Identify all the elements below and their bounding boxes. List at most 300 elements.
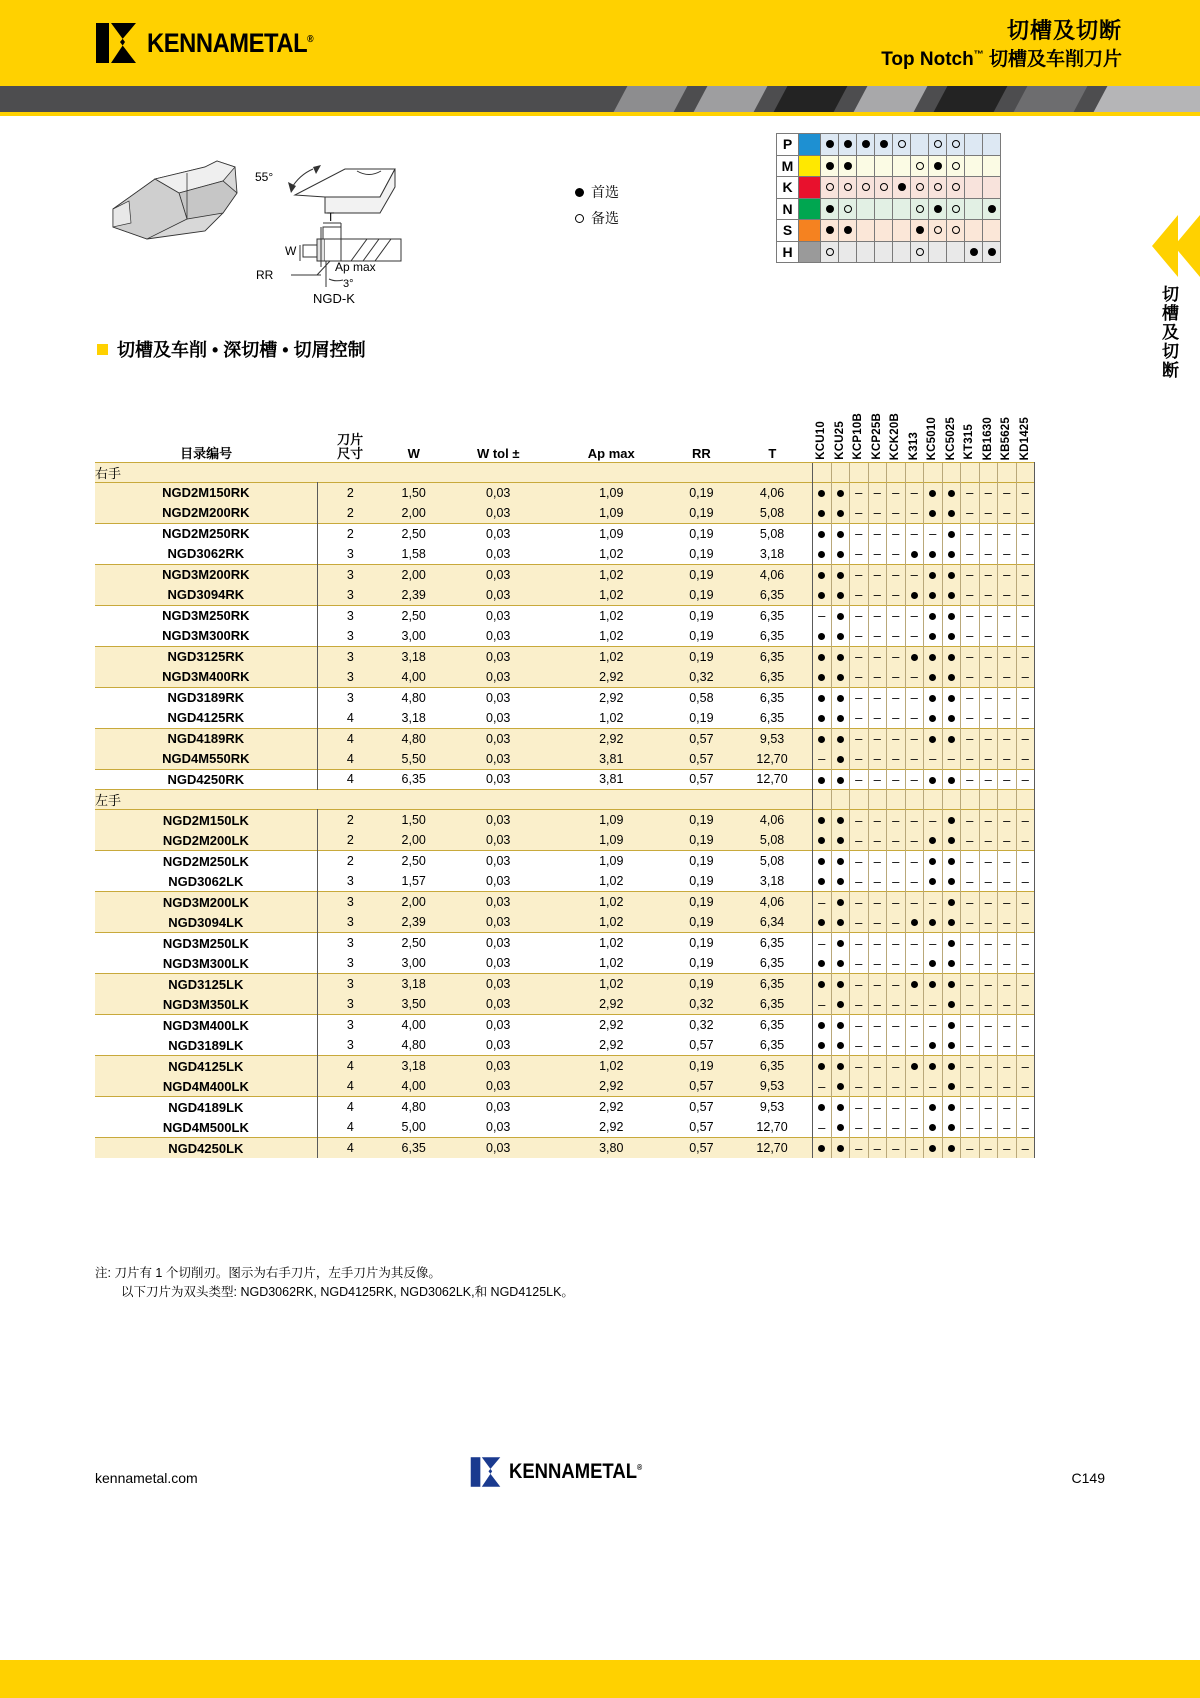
cell-ap-max: 1,02 [599, 956, 624, 970]
dash-marker: – [873, 608, 881, 623]
open-circle-icon [898, 140, 906, 148]
cell-w-tol: 0,03 [444, 810, 551, 831]
dash-marker: – [855, 1140, 863, 1156]
cell-catalog-number: NGD3M350LK [95, 994, 317, 1015]
grade-cell-KD1425 [1016, 564, 1035, 585]
table-row[interactable] [95, 687, 1035, 708]
dash-marker: – [892, 812, 900, 828]
cell-ap-max: 3,80 [552, 1138, 671, 1159]
grade-cell-KB5625 [998, 933, 1017, 954]
grade-cell-KCK20B [887, 871, 906, 892]
dash-marker: – [873, 1119, 881, 1135]
grade-cell-KCU10 [813, 974, 832, 995]
grade-cell-KCU10 [813, 1097, 832, 1118]
legend-alternate-label: 备选 [591, 209, 619, 226]
cell-t: 12,70 [756, 772, 788, 787]
dash-marker: – [1003, 526, 1011, 541]
table-row[interactable] [95, 482, 1035, 503]
dash-marker: – [855, 485, 863, 500]
cell-catalog-number: NGD2M200LK [95, 830, 317, 851]
cell-w-tol: 0,03 [444, 1056, 551, 1077]
grade-cell-KB1630 [979, 953, 998, 974]
grade-header-label: KC5025 [944, 416, 957, 460]
filled-circle-icon [948, 1145, 955, 1152]
filled-circle-icon [837, 899, 844, 906]
grade-header-KD1425 [1016, 400, 1035, 462]
grade-cell-KC5025 [942, 810, 961, 831]
filled-circle-icon [948, 1063, 955, 1070]
table-row[interactable] [95, 1076, 1035, 1097]
cell-w-tol: 0,03 [444, 974, 551, 995]
grade-header-KCU25 [831, 400, 850, 462]
grade-cell-KCK20B [887, 564, 906, 585]
iso-cell-K-0 [821, 177, 839, 199]
dash-marker: – [1021, 546, 1029, 561]
table-row[interactable] [95, 1056, 1035, 1077]
filled-circle-icon [818, 715, 825, 722]
grade-cell-spacer [905, 462, 924, 482]
cell-catalog-number: NGD3M400LK [162, 1017, 249, 1033]
cell-insert-size: 3 [317, 953, 383, 974]
grade-cell-KCU25 [831, 605, 850, 626]
table-row[interactable] [95, 728, 1035, 749]
dash-marker: – [1003, 1099, 1011, 1115]
dash-marker: – [855, 751, 863, 766]
cell-insert-size: 3 [317, 667, 383, 688]
cell-catalog-number: NGD3189RK [167, 690, 245, 705]
dash-marker: – [1021, 996, 1029, 1012]
grade-cell-KCP10B [850, 1117, 869, 1138]
table-body [95, 462, 1035, 1158]
dash-marker: – [873, 1037, 881, 1053]
cell-insert-size: 3 [317, 544, 383, 565]
grade-cell-KB1630 [979, 605, 998, 626]
grade-cell-KC5025 [942, 1076, 961, 1097]
cell-w: 3,00 [401, 628, 426, 643]
cell-ap-max: 1,02 [552, 564, 671, 585]
cell-insert-size: 3 [317, 687, 383, 708]
footer-website[interactable]: kennametal.com [95, 1470, 198, 1486]
table-row[interactable] [95, 912, 1035, 933]
grade-cell-KC5010 [924, 994, 943, 1015]
note-line-1: 注: 刀片有 1 个切削刃。图示为右手刀片，左手刀片为其反像。 [95, 1266, 441, 1280]
dash-marker: – [1003, 955, 1011, 971]
grade-cell-KD1425 [1016, 851, 1035, 872]
cell-t: 9,53 [759, 1100, 785, 1114]
grade-cell-KC5010 [924, 871, 943, 892]
iso-color-swatch-N [799, 198, 821, 220]
grade-cell-KCP25B [868, 1015, 887, 1036]
filled-circle-icon [948, 1124, 955, 1131]
filled-circle-icon [929, 1063, 936, 1070]
filled-circle-icon [837, 531, 844, 538]
grade-cell-KCK20B [887, 1015, 906, 1036]
dash-marker: – [1003, 1037, 1011, 1053]
filled-circle-icon [837, 1001, 844, 1008]
cell-w-tol: 0,03 [486, 854, 511, 868]
dash-marker: – [1003, 1119, 1011, 1135]
grade-cell-KT315 [961, 830, 980, 851]
table-row[interactable] [95, 646, 1035, 667]
grade-cell-K313 [905, 687, 924, 708]
dash-marker: – [966, 1017, 974, 1033]
grade-cell-KD1425 [1016, 892, 1035, 913]
table-row[interactable] [95, 564, 1035, 585]
cell-w: 3,50 [383, 994, 445, 1015]
dash-marker: – [873, 526, 881, 541]
cell-w: 2,00 [383, 892, 445, 913]
grade-cell-KT315 [961, 1076, 980, 1097]
grade-cell-KB5625 [998, 953, 1017, 974]
filled-circle-icon [826, 162, 834, 170]
iso-cell-M-8 [965, 155, 983, 177]
dash-marker: – [855, 1058, 863, 1074]
dash-marker: – [873, 955, 881, 971]
grade-cell-KCP10B [850, 749, 869, 770]
cell-ap-max: 1,09 [552, 810, 671, 831]
dash-marker: – [1003, 751, 1011, 766]
dash-marker: – [1003, 567, 1011, 582]
grade-cell-K313 [905, 1138, 924, 1159]
filled-circle-icon [948, 715, 955, 722]
grade-cell-KD1425 [1016, 994, 1035, 1015]
cell-rr: 0,19 [671, 646, 733, 667]
grade-cell-KD1425 [1016, 1056, 1035, 1077]
cell-rr: 0,19 [689, 854, 714, 868]
dash-marker: – [1021, 1119, 1029, 1135]
cell-w: 6,35 [401, 772, 426, 787]
grade-cell-KB5625 [998, 544, 1017, 565]
dash-marker: – [966, 1119, 974, 1135]
table-row[interactable] [95, 1138, 1035, 1159]
grade-cell-KB1630 [979, 1138, 998, 1159]
dash-marker: – [873, 976, 881, 992]
filled-circle-icon [948, 633, 955, 640]
filled-circle-icon [818, 1104, 825, 1111]
table-row[interactable] [95, 810, 1035, 831]
cell-w-tol: 0,03 [486, 874, 511, 888]
iso-cell-N-1 [839, 198, 857, 220]
grade-cell-KCP10B [850, 871, 869, 892]
iso-cell-N-6 [929, 198, 947, 220]
grade-cell-KC5010 [924, 851, 943, 872]
cell-rr: 0,57 [689, 772, 714, 787]
dash-marker: – [966, 853, 974, 869]
grade-cell-KCP25B [868, 994, 887, 1015]
filled-circle-icon [818, 981, 825, 988]
table-row[interactable] [95, 749, 1035, 770]
cell-w-tol: 0,03 [444, 830, 551, 851]
table-row[interactable] [95, 523, 1035, 544]
cell-ap-max: 2,92 [599, 1100, 624, 1114]
grade-cell-KB5625 [998, 667, 1017, 688]
grade-cell-KC5010 [924, 646, 943, 667]
cell-catalog-number: NGD3062RK [167, 546, 245, 561]
filled-circle-icon [948, 858, 955, 865]
filled-circle-icon [948, 736, 955, 743]
dash-marker: – [1021, 771, 1029, 787]
dash-marker: – [855, 873, 863, 889]
grade-cell-K313 [905, 564, 924, 585]
open-circle-icon [934, 140, 942, 148]
cell-catalog-number: NGD4250RK [167, 771, 245, 787]
dash-marker: – [1021, 526, 1029, 541]
dash-marker: – [966, 771, 974, 787]
grade-cell-K313 [905, 1117, 924, 1138]
filled-circle-icon [818, 695, 825, 702]
dash-marker: – [855, 935, 863, 951]
filled-circle-icon [929, 633, 936, 640]
label-apmax: Ap max [335, 260, 376, 274]
grade-cell-KCU10 [813, 994, 832, 1015]
iso-cell-M-7 [947, 155, 965, 177]
grade-cell-KC5025 [942, 912, 961, 933]
iso-cell-K-3 [875, 177, 893, 199]
grade-cell-KC5025 [942, 605, 961, 626]
iso-cell-H-3 [875, 241, 893, 263]
cell-t: 5,08 [732, 503, 812, 524]
grade-cell-KCU10 [813, 810, 832, 831]
cell-insert-size: 4 [317, 1138, 383, 1159]
grade-cell-spacer [1016, 790, 1035, 810]
grade-cell-KCU25 [831, 708, 850, 729]
grade-cell-KB1630 [979, 749, 998, 770]
table-row[interactable] [95, 994, 1035, 1015]
cell-insert-size: 3 [317, 974, 383, 995]
table-row[interactable] [95, 1097, 1035, 1118]
footer-page-number: C149 [1071, 1470, 1105, 1486]
grade-cell-KC5025 [942, 585, 961, 606]
grade-cell-KT315 [961, 994, 980, 1015]
filled-circle-icon [837, 674, 844, 681]
grade-cell-K313 [905, 1097, 924, 1118]
table-row[interactable] [95, 769, 1035, 790]
iso-cell-K-9 [983, 177, 1001, 199]
grade-cell-KB5625 [998, 585, 1017, 606]
grade-cell-KC5025 [942, 851, 961, 872]
cell-catalog-number: NGD4250LK [95, 1138, 317, 1159]
grade-cell-KC5025 [942, 1097, 961, 1118]
filled-circle-icon [934, 162, 942, 170]
dash-marker: – [966, 628, 974, 643]
cell-ap-max: 1,02 [599, 628, 624, 643]
cell-w-tol: 0,03 [444, 1138, 551, 1159]
grade-cell-KCK20B [887, 830, 906, 851]
filled-circle-icon [837, 960, 844, 967]
cell-catalog-number: NGD4M400LK [95, 1076, 317, 1097]
grade-header-label: K313 [907, 431, 920, 460]
filled-circle-icon [818, 572, 825, 579]
table-section-header [95, 790, 1035, 810]
grade-cell-KC5025 [942, 749, 961, 770]
dash-marker: – [855, 649, 863, 664]
grade-cell-KC5010 [924, 667, 943, 688]
grade-cell-KCU10 [813, 749, 832, 770]
grade-cell-spacer [979, 790, 998, 810]
cell-insert-size: 2 [317, 503, 383, 524]
grade-cell-KC5010 [924, 1117, 943, 1138]
grade-cell-KCK20B [887, 708, 906, 729]
dash-marker: – [873, 873, 881, 889]
grade-cell-KB5625 [998, 994, 1017, 1015]
table-row[interactable] [95, 1117, 1035, 1138]
dash-marker: – [855, 710, 863, 725]
dash-marker: – [966, 996, 974, 1012]
grade-cell-KB1630 [979, 974, 998, 995]
dash-marker: – [892, 976, 900, 992]
table-row[interactable] [95, 933, 1035, 954]
table-row[interactable] [95, 708, 1035, 729]
table-row[interactable] [95, 605, 1035, 626]
grade-cell-KCP10B [850, 1138, 869, 1159]
dash-marker: – [984, 751, 992, 766]
grade-cell-K313 [905, 1056, 924, 1077]
grade-cell-KB5625 [998, 974, 1017, 995]
dash-marker: – [892, 567, 900, 582]
dash-marker: – [984, 853, 992, 869]
grade-cell-KCK20B [887, 810, 906, 831]
grade-cell-KCP10B [850, 810, 869, 831]
cell-t: 6,35 [732, 974, 812, 995]
cell-rr: 0,19 [671, 1056, 733, 1077]
dash-marker: – [1003, 690, 1011, 705]
dash-marker: – [818, 751, 826, 766]
cell-t: 6,35 [732, 667, 812, 688]
cell-ap-max: 2,92 [552, 667, 671, 688]
dash-marker: – [984, 1099, 992, 1115]
iso-cell-P-5 [911, 134, 929, 156]
table-row[interactable] [95, 503, 1035, 524]
table-row[interactable] [95, 830, 1035, 851]
dash-marker: – [984, 628, 992, 643]
cell-w: 2,00 [383, 564, 445, 585]
cell-ap-max: 2,92 [599, 690, 624, 705]
dash-marker: – [892, 526, 900, 541]
grade-cell-KT315 [961, 708, 980, 729]
cell-catalog-number: NGD3125RK [95, 646, 317, 667]
cell-t: 6,35 [732, 1056, 812, 1077]
table-row[interactable] [95, 544, 1035, 565]
cell-t: 12,70 [732, 749, 812, 770]
filled-circle-icon [818, 674, 825, 681]
dash-marker: – [873, 1140, 881, 1156]
table-row[interactable] [95, 667, 1035, 688]
filled-circle-icon [948, 1001, 955, 1008]
filled-circle-icon [911, 592, 918, 599]
table-row[interactable] [95, 1035, 1035, 1056]
table-row[interactable] [95, 953, 1035, 974]
table-row[interactable] [95, 585, 1035, 606]
grade-cell-KCK20B [887, 1035, 906, 1056]
grade-cell-spacer [998, 790, 1017, 810]
table-row[interactable] [95, 626, 1035, 647]
grade-cell-KT315 [961, 503, 980, 524]
grade-cell-KC5025 [942, 687, 961, 708]
grade-cell-KCU25 [831, 851, 850, 872]
grade-cell-KB5625 [998, 503, 1017, 524]
grade-cell-KC5010 [924, 564, 943, 585]
cell-t: 6,35 [732, 994, 812, 1015]
filled-circle-icon [862, 140, 870, 148]
dash-marker: – [892, 914, 900, 930]
grade-cell-KCP10B [850, 974, 869, 995]
dash-marker: – [873, 649, 881, 664]
grade-cell-KCP10B [850, 687, 869, 708]
grade-cell-K313 [905, 769, 924, 790]
grade-cell-KCP10B [850, 892, 869, 913]
table-row[interactable] [95, 851, 1035, 872]
cell-w-tol: 0,03 [486, 608, 511, 623]
cell-ap-max: 2,92 [599, 1038, 624, 1052]
grade-cell-KB1630 [979, 523, 998, 544]
grade-cell-KT315 [961, 564, 980, 585]
grade-cell-KC5010 [924, 1138, 943, 1159]
grade-cell-KC5010 [924, 544, 943, 565]
table-row[interactable] [95, 892, 1035, 913]
iso-cell-N-9 [983, 198, 1001, 220]
grade-cell-KB1630 [979, 830, 998, 851]
grade-header-KB1630 [979, 400, 998, 462]
filled-circle-icon [818, 1063, 825, 1070]
open-circle-icon [844, 205, 852, 213]
table-row[interactable] [95, 1015, 1035, 1036]
dash-marker: – [873, 546, 881, 561]
iso-cell-M-3 [875, 155, 893, 177]
dash-marker: – [984, 690, 992, 705]
dash-marker: – [929, 996, 937, 1012]
grade-cell-KB5625 [998, 523, 1017, 544]
filled-circle-icon [929, 960, 936, 967]
grade-cell-KCU10 [813, 564, 832, 585]
cell-rr: 0,19 [671, 503, 733, 524]
header-title: 切槽及切断 [1006, 18, 1122, 43]
cell-catalog-number: NGD4125RK [167, 710, 245, 725]
table-row[interactable] [95, 974, 1035, 995]
dash-marker: – [1003, 608, 1011, 623]
cell-catalog-number: NGD3189LK [168, 1037, 244, 1053]
dash-marker: – [873, 710, 881, 725]
table-row[interactable] [95, 871, 1035, 892]
open-circle-icon [916, 162, 924, 170]
grade-cell-spacer [831, 462, 850, 482]
dash-marker: – [984, 873, 992, 889]
grade-cell-KCU10 [813, 687, 832, 708]
grade-cell-K313 [905, 851, 924, 872]
section-heading [97, 336, 366, 362]
grade-cell-spacer [813, 462, 832, 482]
cell-t: 4,06 [732, 564, 812, 585]
dash-marker: – [1021, 976, 1029, 992]
grade-cell-KC5010 [924, 687, 943, 708]
iso-cell-H-1 [839, 241, 857, 263]
cell-rr: 0,19 [689, 710, 714, 725]
iso-cell-N-5 [911, 198, 929, 220]
grade-cell-KCP25B [868, 687, 887, 708]
product-table-container [95, 400, 1035, 1158]
grade-cell-KCU10 [813, 871, 832, 892]
grade-cell-KD1425 [1016, 626, 1035, 647]
cell-w: 5,50 [383, 749, 445, 770]
grade-cell-KCU10 [813, 544, 832, 565]
grade-cell-KCU25 [831, 1015, 850, 1036]
grade-cell-KCP25B [868, 482, 887, 503]
grade-cell-KCU25 [831, 1056, 850, 1077]
grade-cell-KCU10 [813, 1117, 832, 1138]
grade-cell-KCP10B [850, 564, 869, 585]
grade-cell-KC5010 [924, 933, 943, 954]
cell-t: 6,35 [759, 628, 785, 643]
dash-marker: – [855, 914, 863, 930]
